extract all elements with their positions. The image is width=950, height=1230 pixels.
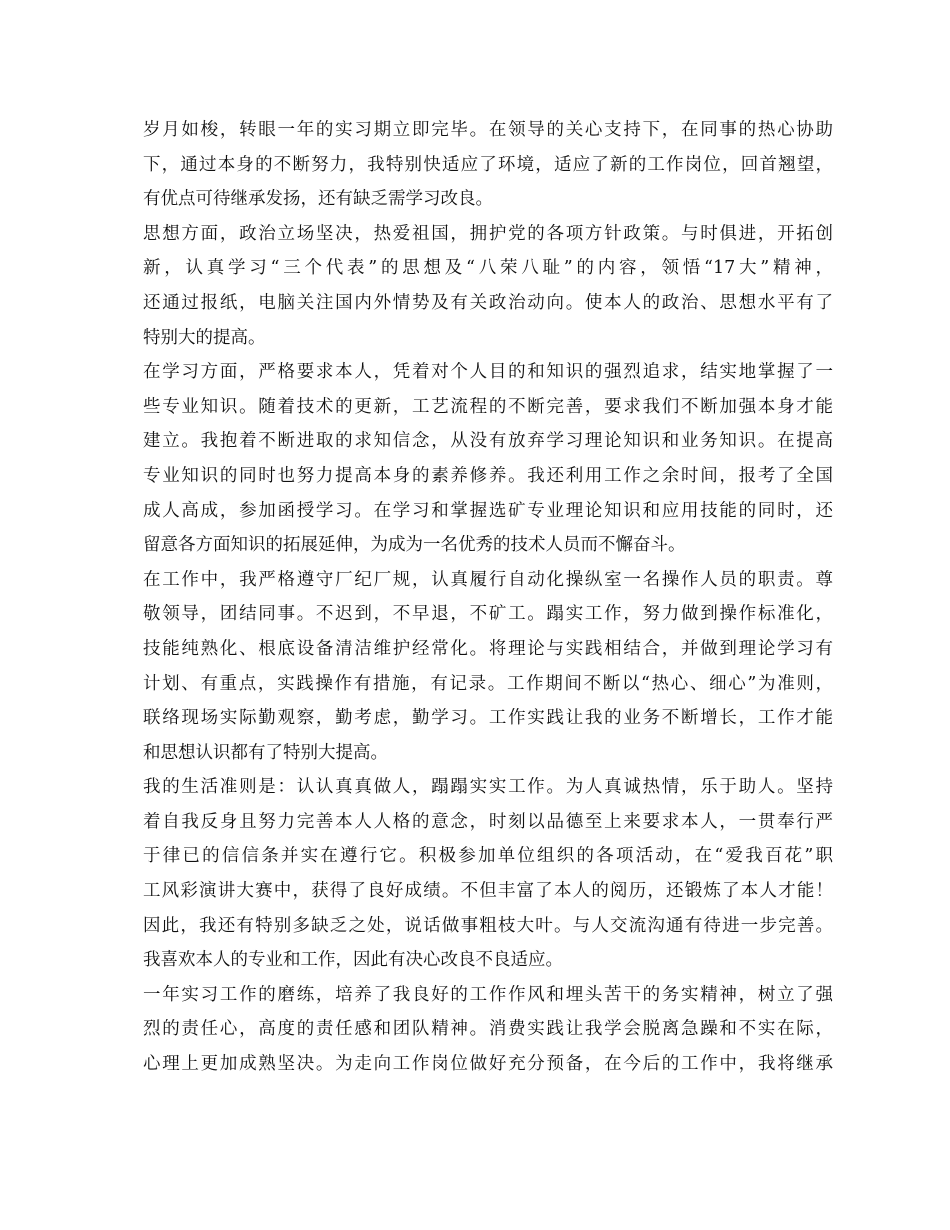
text-line: 技能纯熟化、根底设备清洁维护经常化。将理论与实践相结合，并做到理论学习有 (143, 638, 833, 659)
text-line: 和思想认识都有了特别大提高。 (143, 742, 388, 763)
text-line: 思想方面，政治立场坚决，热爱祖国，拥护党的各项方针政策。与时俱进，开拓创 (143, 223, 833, 244)
text-line: 我的生活准则是：认认真真做人，蹋蹋实实工作。为人真诚热情，乐于助人。坚持 (143, 777, 833, 798)
text-line: 有优点可待继承发扬，还有缺乏需学习改良。 (143, 189, 493, 210)
text-line: 些专业知识。随着技术的更新，工艺流程的不断完善，要求我们不断加强本身才能 (143, 396, 833, 417)
text-line: 敬领导，团结同事。不迟到，不早退，不矿工。蹋实工作，努力做到操作标准化， (143, 604, 833, 625)
text-line: 下，通过本身的不断努力，我特别快适应了环境，适应了新的工作岗位，回首翘望， (143, 154, 833, 175)
text-line: 工风彩演讲大赛中，获得了良好成绩。不但丰富了本人的阅历，还锻炼了本人才能！ (143, 881, 833, 902)
text-line: 心理上更加成熟坚决。为走向工作岗位做好充分预备，在今后的工作中，我将继承 (143, 1054, 833, 1075)
text-line: 还通过报纸，电脑关注国内外情势及有关政治动向。使本人的政治、思想水平有了 (143, 292, 833, 313)
text-line: 岁月如梭，转眼一年的实习期立即完毕。在领导的关心支持下，在同事的热心协助 (143, 120, 833, 140)
text-line: 专业知识的同时也努力提高本身的素养修养。我还利用工作之余时间，报考了全国 (143, 465, 833, 486)
text-line: 烈的责任心，高度的责任感和团队精神。消费实践让我学会脱离急躁和不实在际， (143, 1019, 833, 1040)
text-line: 我喜欢本人的专业和工作，因此有决心改良不良适应。 (143, 950, 563, 971)
text-line: 留意各方面知识的拓展延伸，为成为一名优秀的技术人员而不懈奋斗。 (143, 535, 686, 556)
text-line: 新，认真学习“三个代表”的思想及“八荣八耻”的内容，领悟“17大”精神， (143, 258, 833, 279)
text-line: 建立。我抱着不断进取的求知信念，从没有放弃学习理论知识和业务知识。在提高 (143, 431, 833, 452)
text-line: 因此，我还有特别多缺乏之处，说话做事粗枝大叶。与人交流沟通有待进一步完善。 (143, 915, 833, 936)
document-body (143, 113, 833, 1082)
text-line: 特别大的提高。 (143, 327, 266, 348)
text-line: 在工作中，我严格遵守厂纪厂规，认真履行自动化操纵室一名操作人员的职责。尊 (143, 569, 833, 590)
text-line: 计划、有重点，实践操作有措施，有记录。工作期间不断以“热心、细心”为准则， (143, 673, 833, 694)
text-line: 于律已的信信条并实在遵行它。积极参加单位组织的各项活动，在“爱我百花”职 (143, 846, 833, 867)
text-line: 一年实习工作的磨练，培养了我良好的工作作风和埋头苦干的务实精神，树立了强 (143, 984, 833, 1005)
text-line: 着自我反身且努力完善本人人格的意念，时刻以品德至上来要求本人，一贯奉行严 (143, 811, 833, 832)
text-line: 成人高成，参加函授学习。在学习和掌握选矿专业理论知识和应用技能的同时，还 (143, 500, 833, 521)
text-line: 在学习方面，严格要求本人，凭着对个人目的和知识的强烈追求，结实地掌握了一 (143, 362, 833, 383)
text-line: 联络现场实际勤观察，勤考虑，勤学习。工作实践让我的业务不断增长，工作才能 (143, 708, 833, 729)
